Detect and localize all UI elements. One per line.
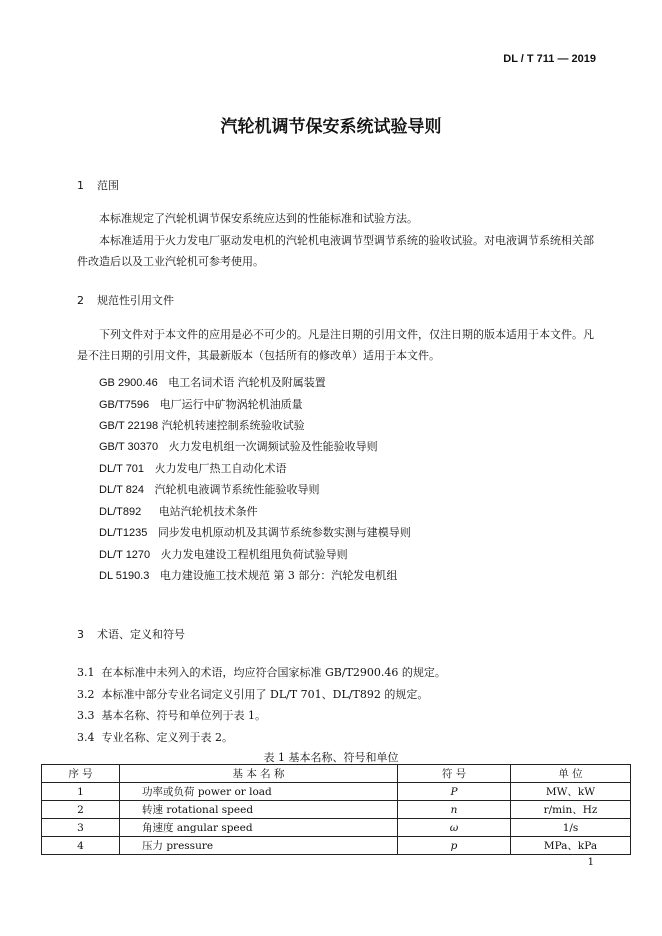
- section-title: 范围: [97, 179, 119, 192]
- cell-no: 3: [42, 819, 120, 837]
- reference-code: DL 5190.3: [99, 570, 150, 582]
- column-header-unit: 单 位: [511, 765, 631, 783]
- section-title: 规范性引用文件: [97, 294, 174, 307]
- cell-symbol: P: [398, 783, 511, 801]
- table-1-caption: 表 1 基本名称、符号和单位: [263, 751, 399, 764]
- section-2-heading: [77, 292, 174, 308]
- reference-title: 火力发电厂热工自动化术语: [154, 462, 287, 475]
- cell-name: 功率或负荷 power or load: [120, 783, 398, 801]
- reference-code: DL/T 824: [99, 484, 145, 496]
- cell-name: 转速 rotational speed: [120, 801, 398, 819]
- section-number: 2: [77, 294, 84, 307]
- cell-no: 1: [42, 783, 120, 801]
- reference-item: [99, 546, 348, 562]
- reference-item: [99, 460, 287, 476]
- cell-unit: MPa、kPa: [511, 837, 631, 855]
- cell-symbol: n: [398, 801, 511, 819]
- section-number: 1: [77, 179, 84, 192]
- cell-name: 压力 pressure: [120, 837, 398, 855]
- document-title: 汽轮机调节保安系统试验导则: [220, 117, 442, 137]
- clause-3-3: [77, 707, 266, 723]
- column-header-no: 序 号: [42, 765, 120, 783]
- clause-number: 3.1: [77, 666, 95, 679]
- table-row: [42, 819, 631, 837]
- cell-no: 4: [42, 837, 120, 855]
- clause-number: 3.2: [77, 688, 95, 701]
- scope-paragraph-2: 本标准适用于火力发电厂驱动发电机的汽轮机电液调节型调节系统的验收试验。对电液调节系统相关部件改造后以及工业汽轮机可参考使用。: [77, 234, 594, 268]
- reference-item: [99, 503, 258, 519]
- cell-unit: MW、kW: [511, 783, 631, 801]
- table-row: [42, 783, 631, 801]
- reference-title: 电力建设施工技术规范 第 3 部分：汽轮发电机组: [159, 569, 398, 582]
- clause-3-1: [77, 664, 446, 680]
- reference-code: GB 2900.46: [99, 377, 158, 389]
- reference-title: 汽轮机转速控制系统验收试验: [161, 419, 305, 432]
- clause-number: 3.4: [77, 731, 95, 744]
- reference-title: 火力发电建设工程机组甩负荷试验导则: [160, 548, 348, 561]
- column-header-name: 基 本 名 称: [120, 765, 398, 783]
- clause-3-4: [77, 729, 233, 745]
- reference-code: DL/T 701: [99, 463, 145, 475]
- table-row: [42, 837, 631, 855]
- clause-text: 基本名称、符号和单位列于表 1。: [101, 709, 266, 722]
- section-3-heading: [77, 626, 185, 642]
- clause-3-2: [77, 686, 428, 702]
- table-1: [41, 764, 631, 855]
- section-title: 术语、定义和符号: [97, 628, 185, 641]
- reference-code: GB/T 30370: [99, 441, 159, 453]
- section-number: 3: [77, 628, 84, 641]
- section-1-heading: [77, 177, 119, 193]
- reference-code: DL/T 1270: [99, 549, 151, 561]
- cell-unit: 1/s: [511, 819, 631, 837]
- reference-code: DL/T1235: [99, 527, 148, 539]
- clause-text: 在本标准中未列入的术语，均应符合国家标准 GB/T2900.46 的规定。: [101, 666, 446, 679]
- reference-title: 同步发电机原动机及其调节系统参数实测与建模导则: [157, 526, 411, 539]
- cell-symbol: ω: [398, 819, 511, 837]
- reference-code: GB/T 22198: [99, 420, 159, 432]
- reference-item: [99, 417, 305, 433]
- cell-unit: r/min、Hz: [511, 801, 631, 819]
- reference-title: 电工名词术语 汽轮机及附属装置: [168, 376, 326, 389]
- clause-number: 3.3: [77, 709, 95, 722]
- reference-title: 火力发电机组一次调频试验及性能验收导则: [168, 440, 378, 453]
- standard-number: DL / T 711 — 2019: [503, 53, 596, 65]
- clause-text: 专业名称、定义列于表 2。: [101, 731, 233, 744]
- page-number: 1: [587, 857, 594, 868]
- reference-item: [99, 374, 326, 390]
- references-intro: 下列文件对于本文件的应用是必不可少的。凡是注日期的引用文件，仅注日期的版本适用于本文件。凡是不注日期的引用文件，其最新版本（包括所有的修改单）适用于本文件。: [77, 328, 594, 362]
- reference-title: 汽轮机电液调节系统性能验收导则: [154, 483, 320, 496]
- cell-no: 2: [42, 801, 120, 819]
- table-row: [42, 801, 631, 819]
- cell-symbol: p: [398, 837, 511, 855]
- reference-code: GB/T7596: [99, 399, 150, 411]
- reference-title: 电厂运行中矿物涡轮机油质量: [159, 398, 303, 411]
- reference-item: [99, 567, 397, 583]
- reference-item: [99, 524, 411, 540]
- clause-text: 本标准中部分专业名词定义引用了 DL/T 701、DL/T892 的规定。: [101, 688, 429, 701]
- table-header-row: [42, 765, 631, 783]
- scope-paragraph-1: 本标准规定了汽轮机调节保安系统应达到的性能标准和试验方法。: [99, 212, 418, 225]
- cell-name: 角速度 angular speed: [120, 819, 398, 837]
- reference-item: [99, 438, 378, 454]
- reference-code: DL/T892: [99, 506, 142, 518]
- reference-title: 电站汽轮机技术条件: [158, 505, 258, 518]
- reference-item: [99, 481, 320, 497]
- column-header-symbol: 符 号: [398, 765, 511, 783]
- reference-item: [99, 396, 303, 412]
